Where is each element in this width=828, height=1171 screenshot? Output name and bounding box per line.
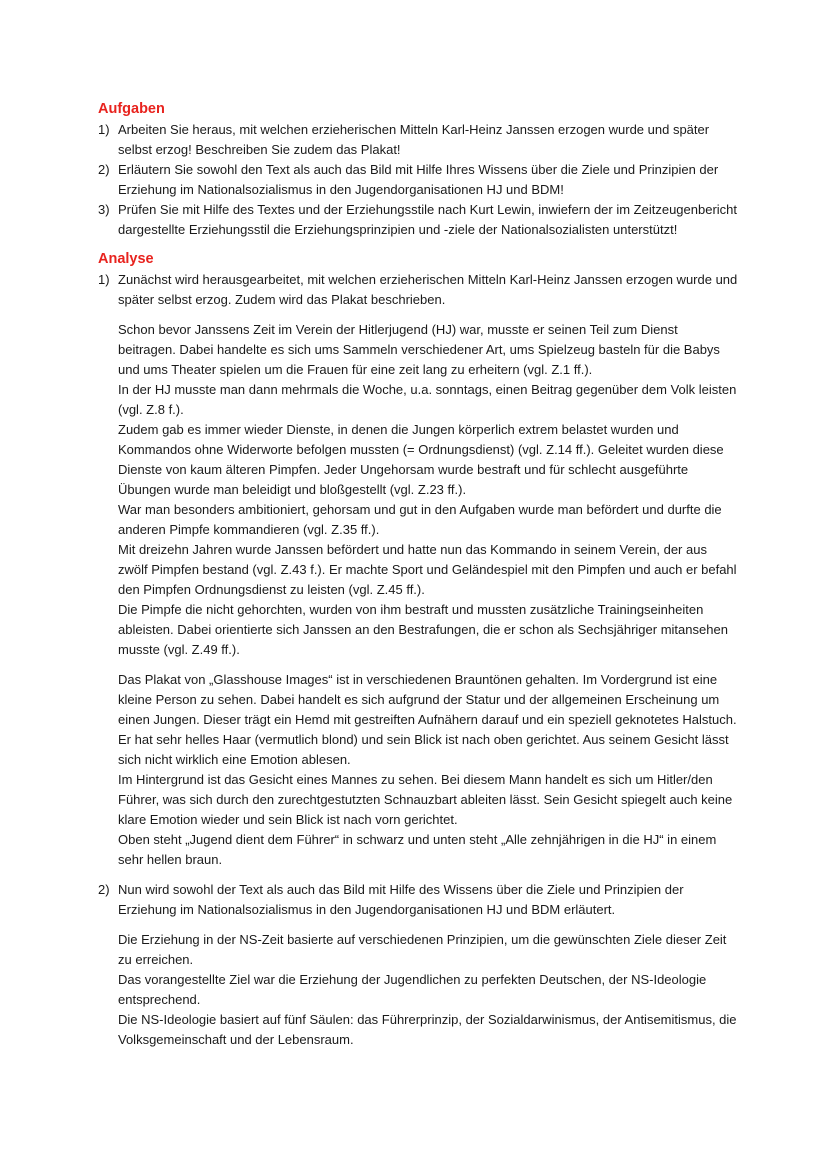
- paragraph: Das vorangestellte Ziel war die Erziehung der Jugendlichen zu perfekten Deutschen, der NS-Ideologie entsprechend.: [118, 972, 707, 1007]
- list-number: 1): [98, 272, 110, 287]
- paragraph: Oben steht „Jugend dient dem Führer“ in schwarz und unten steht „Alle zehnjährigen in die HJ“ in einem sehr hellen braun.: [118, 832, 717, 867]
- aufgaben-item-2: [98, 160, 738, 200]
- document-content: [98, 100, 738, 1050]
- aufgaben-item-text: Arbeiten Sie heraus, mit welchen erzieherischen Mitteln Karl-Heinz Janssen erzogen wurde und später selbst erzog! Beschreiben Sie zudem das Plakat!: [118, 122, 710, 157]
- paragraph: Das Plakat von „Glasshouse Images“ ist in verschiedenen Brauntönen gehalten. Im Vordergrund ist eine kleine Person zu sehen. Dabei handelt es sich aufgrund der Statur und der allgemeinen Erscheinung um einen Jungen. Dieser trägt ein Hemd mit gestreiften Aufnähern darauf und ein speziell geknotetes Halstuch. Er hat sehr helles Haar (vermutlich blond) und sein Blick ist nach oben gerichtet. Aus seinem Gesicht lässt sich nicht wirklich eine Emotion ablesen.: [118, 672, 737, 767]
- analyse-item-intro: Zunächst wird herausgearbeitet, mit welchen erzieherischen Mitteln Karl-Heinz Janssen erzogen wurde und später selbst erzog. Zudem wird das Plakat beschrieben.: [118, 272, 738, 307]
- paragraph: Zudem gab es immer wieder Dienste, in denen die Jungen körperlich extrem belastet wurden und Kommandos ohne Widerworte befolgen mussten (= Ordnungsdienst) (vgl. Z.14 ff.). Geleitet wurden diese Dienste von kaum älteren Pimpfen. Jeder Ungehorsam wurde bestraft und für schlecht ausgeführte Übungen wurde man beleidigt und bloßgestellt (vgl. Z.23 ff.).: [118, 422, 724, 497]
- analyse-2-text-block: [118, 930, 738, 1050]
- paragraph: Schon bevor Janssens Zeit im Verein der Hitlerjugend (HJ) war, musste er seinen Teil zum Dienst beitragen. Dabei handelte es sich ums Sammeln verschiedener Art, ums Spielzeug basteln für die Babys und ums Theater spielen um die Frauen für eine zeit lang zu erheitern (vgl. Z.1 ff.).: [118, 322, 720, 377]
- paragraph: Die Erziehung in der NS-Zeit basierte auf verschiedenen Prinzipien, um die gewünschten Ziele dieser Zeit zu erreichen.: [118, 932, 727, 967]
- paragraph: Mit dreizehn Jahren wurde Janssen befördert und hatte nun das Kommando in seinem Verein, der aus zwölf Pimpfen bestand (vgl. Z.43 f.). Er machte Sport und Geländespiel mit den Pimpfen und auch er befahl den Pimpfen Ordnungsdienst zu leisten (vgl. Z.45 ff.).: [118, 542, 737, 597]
- paragraph: In der HJ musste man dann mehrmals die Woche, u.a. sonntags, einen Beitrag gegenüber dem Volk leisten (vgl. Z.8 f.).: [118, 382, 737, 417]
- analyse-1-text-block: [118, 320, 738, 660]
- analyse-item-1: [98, 270, 738, 310]
- aufgaben-item-1: [98, 120, 738, 160]
- analyse-item-2: [98, 880, 738, 920]
- aufgaben-list: [98, 120, 738, 240]
- list-number: 2): [98, 162, 110, 177]
- paragraph: Die Pimpfe die nicht gehorchten, wurden von ihm bestraft und mussten zusätzliche Trainingseinheiten ableisten. Dabei orientierte sich Janssen an den Bestrafungen, die er schon als Sechsjähriger mitansehen musste (vgl. Z.49 ff.).: [118, 602, 728, 657]
- aufgaben-item-text: Prüfen Sie mit Hilfe des Textes und der Erziehungsstile nach Kurt Lewin, inwiefern der im Zeitzeugenbericht dargestellte Erziehungsstil die Erziehungsprinzipien und -ziele der Nationalsozialisten unterstützt!: [118, 202, 738, 237]
- analyse-heading: Analyse: [98, 251, 154, 267]
- paragraph: Die NS-Ideologie basiert auf fünf Säulen: das Führerprinzip, der Sozialdarwinismus, der Antisemitismus, die Volksgemeinschaft und der Lebensraum.: [118, 1012, 737, 1047]
- analyse-1-poster-block: [118, 670, 738, 870]
- paragraph: Im Hintergrund ist das Gesicht eines Mannes zu sehen. Bei diesem Mann handelt es sich um Hitler/den Führer, was sich durch den zurechtgestutzten Schnauzbart ableiten lässt. Sein Gesicht spiegelt auch keine klare Emotion wieder und sein Blick ist nach vorn gerichtet.: [118, 772, 733, 827]
- paragraph: War man besonders ambitioniert, gehorsam und gut in den Aufgaben wurde man befördert und durfte die anderen Pimpfe kommandieren (vgl. Z.35 ff.).: [118, 502, 722, 537]
- aufgaben-item-text: Erläutern Sie sowohl den Text als auch das Bild mit Hilfe Ihres Wissens über die Ziele und Prinzipien der Erziehung im Nationalsozialismus in den Jugendorganisationen HJ und BDM!: [118, 162, 719, 197]
- list-number: 2): [98, 882, 110, 897]
- list-number: 1): [98, 122, 110, 137]
- aufgaben-item-3: [98, 200, 738, 240]
- aufgaben-heading: Aufgaben: [98, 101, 165, 117]
- analyse-item-intro: Nun wird sowohl der Text als auch das Bild mit Hilfe des Wissens über die Ziele und Prinzipien der Erziehung im Nationalsozialismus in den Jugendorganisationen HJ und BDM erläutert.: [118, 882, 684, 917]
- list-number: 3): [98, 202, 110, 217]
